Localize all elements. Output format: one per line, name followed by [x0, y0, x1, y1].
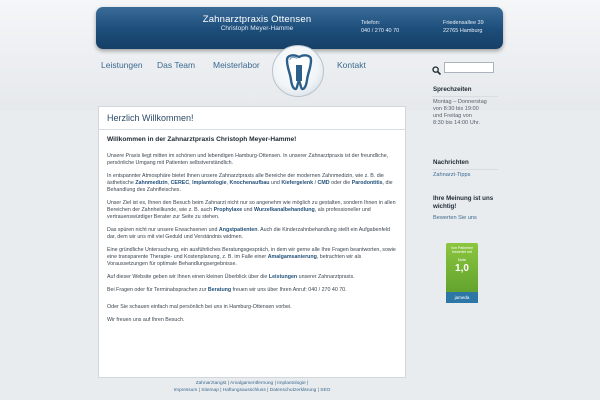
paragraph-consultation [107, 247, 399, 268]
hours-line: Montag – Donnerstag [433, 99, 487, 105]
text: Unser Ziel ist es, Ihnen den Besuch beim Zahnarzt nicht nur so angenehm wie möglich zu gestalten, sondern Ihnen in allen Bereichen der Zahnheilkunde, wie z. B. auch [107, 200, 396, 213]
paragraph-intro: Unsere Praxis liegt mitten im schönen und lebendigen Hamburg-Ottensen. In unserer Zahnarztpraxis ist der freundliche, persönliche Umgang mit Patienten selbstverständlich. [107, 153, 389, 166]
footer-link-haftungsausschluss[interactable]: Haftungsausschluss [222, 388, 266, 393]
footer-row: Zahnarztangst | Amalgamentfernung | Implantologie | [195, 381, 309, 386]
nav-leistungen[interactable]: Leistungen [101, 60, 143, 70]
text: Das spüren nicht nur unsere Erwachsenen und [107, 227, 218, 233]
text: , betrachten wir als Voraussetzungen für optimale Behandlungsergebnisse. [107, 254, 362, 267]
footer-link-sitemap[interactable]: Sitemap [201, 388, 219, 393]
opinion-link[interactable]: Bewerten Sie uns [433, 215, 477, 221]
footer-link-zahnarztangst[interactable]: Zahnarztangst [195, 381, 227, 386]
divider [432, 169, 498, 170]
paragraph-contact [107, 287, 399, 294]
site-title[interactable]: Zahnarztpraxis Ottensen [202, 14, 312, 25]
address-street: Friedensallee 39 [443, 20, 484, 26]
jameda-badge[interactable] [446, 243, 478, 303]
text: Bei Fragen oder für Terminabsprachen zur [107, 287, 207, 293]
paragraph-patients [107, 227, 399, 241]
welcome-heading: Willkommen in der Zahnarztpraxis Christoph Meyer-Hamme! [107, 136, 297, 143]
hours-line: von 8:30 bis 19:00 [433, 106, 479, 112]
link-angstpatienten[interactable]: Angstpatienten [218, 227, 258, 233]
phone-label: Telefon: [361, 20, 381, 26]
badge-line2: bewertet mit [452, 250, 472, 254]
opinion-title: Ihre Meinung ist uns wichtig! [433, 195, 494, 210]
nav-kontakt[interactable]: Kontakt [337, 60, 366, 70]
text: In entspannter Atmosphäre bietet Ihnen unsere Zahnarztpraxis alle Bereiche der modernen Zahnmedizin, wie z. B. die ästhetische [107, 173, 384, 186]
header-banner [96, 7, 503, 49]
hours-title: Sprechzeiten [433, 86, 472, 93]
tooth-logo[interactable] [272, 45, 324, 97]
page-title: Herzlich Willkommen! [107, 113, 194, 123]
nav-meisterlabor[interactable]: Meisterlabor [213, 60, 260, 70]
link-prophylaxe[interactable]: Prophylaxe [213, 207, 243, 213]
footer-link-amalgamentfernung[interactable]: Amalgamentfernung [230, 381, 274, 386]
search-icon[interactable] [432, 62, 441, 71]
news-title: Nachrichten [433, 159, 469, 166]
hours-text [433, 99, 487, 127]
badge-grade: 1,0 [455, 263, 469, 274]
link-knochenaufbau[interactable]: Knochenaufbau [229, 180, 270, 186]
link-cmd[interactable]: CMD [317, 180, 330, 186]
link-beratung[interactable]: Beratung [207, 287, 232, 293]
address-block [443, 19, 484, 35]
footer-link-seo[interactable]: SEO [320, 388, 331, 393]
footer-link-datenschutz[interactable]: Datenschutzerklärung [269, 388, 317, 393]
site-subtitle: Christoph Meyer-Hamme [220, 25, 294, 32]
badge-line1: Von Patienten [450, 246, 474, 250]
text: , als professioneller und vertrauenswürdiger Berater zur Seite zu stehen. [107, 207, 371, 220]
search-input[interactable] [444, 62, 494, 73]
text: unserer Zahnarztpraxis. [298, 274, 355, 280]
tooth-icon [273, 46, 325, 98]
link-zahnmedizin[interactable]: Zahnmedizin [135, 180, 168, 186]
paragraph-visit: Oder Sie schauen einfach mal persönlich bei uns in Hamburg-Ottensen vorbei. [107, 304, 292, 310]
paragraph-overview [107, 274, 399, 281]
news-link[interactable]: Zahnarzt-Tipps [433, 172, 471, 178]
divider [99, 129, 405, 130]
address-city: 22765 Hamburg [443, 28, 483, 34]
footer-link-impressum[interactable]: Impressum [173, 388, 198, 393]
footer-link-implantologie[interactable]: Implantologie [277, 381, 306, 386]
text: Auf dieser Website geben wir Ihnen einen kleinen Überblick über die [107, 274, 268, 280]
paragraph-services: In entspannter Atmosphäre bietet Ihnen unsere Zahnarztpraxis alle Bereiche der modernen Zahnmedizin, wie z. B. die ästhetische Zahnmedizin, CEREC, Implantologie, Knochenaufbau und Kiefergelenk / CMD oder die Parodontitis, die Behandlung des Zahnfleisches. [107, 173, 393, 193]
footer-row: Impressum | Sitemap | Haftungsausschluss | Datenschutzerklärung | SEO [173, 388, 331, 393]
link-wurzelkanalbehandlung[interactable]: Wurzelkanalbehandlung [253, 207, 315, 213]
hours-line: 8:30 bis 14:00 Uhr. [433, 120, 480, 126]
text: , die Behandlung des Zahnfleisches. [107, 180, 393, 193]
main-content [98, 106, 406, 378]
footer [98, 380, 406, 394]
divider [432, 96, 498, 97]
phone-number: 040 / 270 40 70 [361, 28, 400, 34]
link-leistungen[interactable]: Leistungen [268, 274, 298, 280]
link-kiefergelenk[interactable]: Kiefergelenk [281, 180, 314, 186]
phone-block [361, 19, 399, 35]
paragraph-goal: Unser Ziel ist es, Ihnen den Besuch beim Zahnarzt nicht nur so angenehm wie möglich zu gestalten, sondern Ihnen in allen Bereichen der Zahnheilkunde, wie z. B. auch Prophylaxe und Wurzelkanalbehandlung, als professioneller und vertrauenswürdiger Berater zur Seite zu stehen. [107, 200, 396, 220]
text: Eine gründliche Untersuchung, ein ausführliches Beratungsgespräch, in dem wir gerne alle Ihre Fragen beantworten, sowie eine transparente Therapie- und Kostenplanung, z. B. im Falle einer [107, 247, 396, 260]
nav-das-team[interactable]: Das Team [157, 60, 196, 70]
text: . Auch die Kinderzahnbehandlung stellt ein Aufgabenfeld dar, dem wir uns mit viel Geduld und Verständnis widmen. [107, 227, 390, 240]
hours-line: und Freitag von [433, 113, 472, 119]
badge-brand: jameda [446, 292, 478, 303]
article-body [107, 153, 399, 330]
paragraph-closing: Wir freuen uns auf Ihren Besuch. [107, 317, 185, 323]
link-amalgamsanierung[interactable]: Amalgamsanierung [267, 254, 317, 260]
link-implantologie[interactable]: Implantologie [192, 180, 227, 186]
link-cerec[interactable]: CEREC [170, 180, 190, 186]
text: freuen wir uns über Ihren Anruf: 040 / 270 40 70. [232, 287, 347, 293]
badge-grade-label: Note [457, 257, 467, 262]
link-parodontitis[interactable]: Parodontitis [351, 180, 383, 186]
